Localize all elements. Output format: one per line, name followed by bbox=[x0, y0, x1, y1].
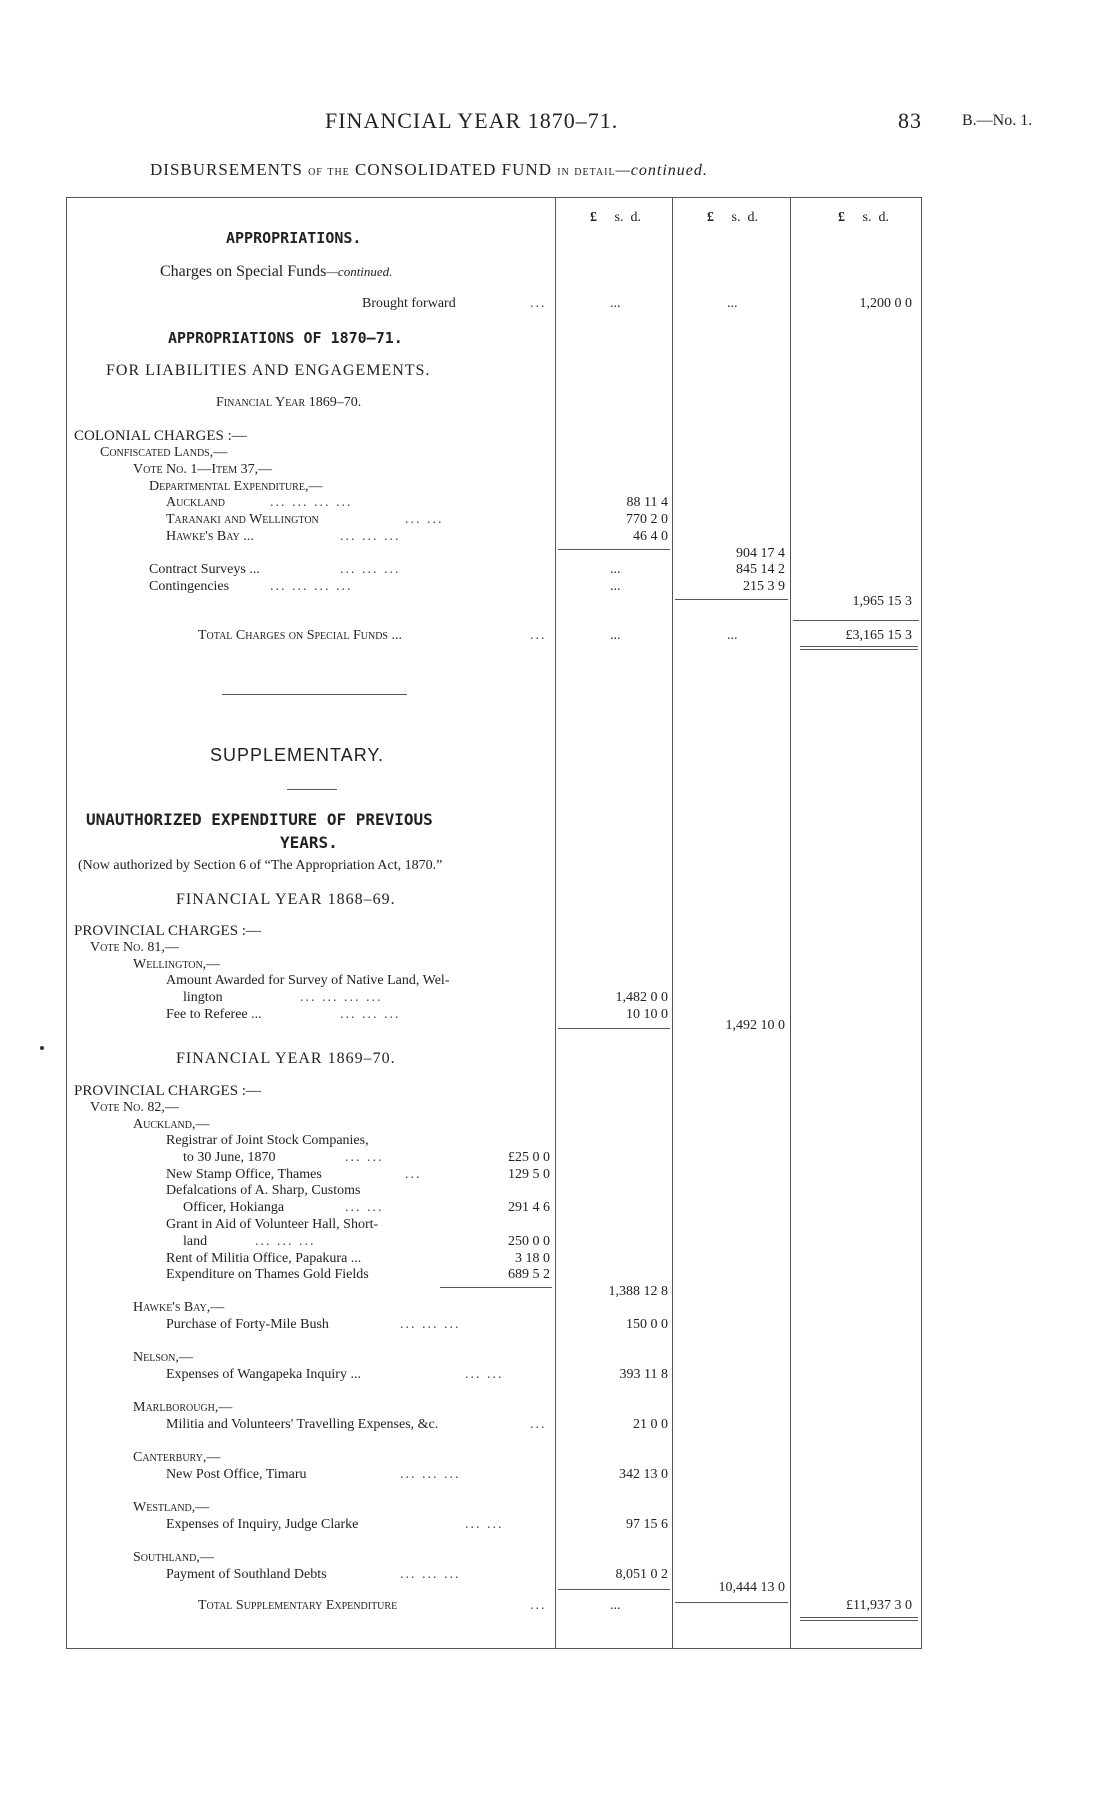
table-bottom-border bbox=[66, 1648, 922, 1649]
line-item-label: Registrar of Joint Stock Companies, bbox=[166, 1133, 369, 1148]
column-header bbox=[838, 210, 889, 226]
section-heading: APPROPRIATIONS OF 1870–71. bbox=[168, 329, 403, 347]
line-item-label: Amount Awarded for Survey of Native Land, Wel- bbox=[166, 973, 450, 988]
column-divider bbox=[790, 197, 791, 1648]
leader-dots: ... ... ... bbox=[400, 1467, 461, 1482]
page-number: 83 bbox=[898, 108, 922, 133]
pence-symbol: d. bbox=[747, 210, 758, 225]
leader-dots: ... ... bbox=[465, 1517, 504, 1532]
vote-label: Vote No. 1—Item 37,— bbox=[133, 462, 273, 477]
pound-symbol: £ bbox=[838, 210, 845, 225]
subtotal-amount: 10,444 13 0 bbox=[718, 1580, 785, 1595]
line-item-amount: 150 0 0 bbox=[626, 1317, 668, 1332]
subcategory-label: Wellington,— bbox=[133, 957, 221, 972]
subcategory-label: Westland,— bbox=[133, 1500, 210, 1515]
category-heading: PROVINCIAL CHARGES :— bbox=[74, 923, 261, 939]
margin-mark bbox=[40, 1046, 44, 1050]
line-item-amount: 88 11 4 bbox=[626, 495, 668, 510]
brought-forward-label: Brought forward bbox=[362, 296, 456, 311]
line-item-label: Militia and Volunteers' Travelling Expenses, &c. bbox=[166, 1417, 439, 1432]
total-col1: ... bbox=[610, 1598, 621, 1613]
page-subtitle bbox=[150, 160, 708, 180]
line-item-amount: 21 0 0 bbox=[633, 1417, 668, 1432]
subtotal-rule bbox=[675, 599, 788, 600]
leader-dots: ... bbox=[530, 296, 547, 311]
subtitle-part: in detail bbox=[557, 164, 616, 179]
line-item-amount: 8,051 0 2 bbox=[615, 1567, 668, 1582]
subcategory-label: Departmental Expenditure,— bbox=[149, 479, 323, 494]
leader-dots: ... ... ... bbox=[400, 1567, 461, 1582]
line-item-amount: 3 18 0 bbox=[515, 1251, 550, 1266]
table-top-border bbox=[66, 197, 922, 198]
authorization-note: (Now authorized by Section 6 of “The Appropriation Act, 1870.” bbox=[78, 858, 443, 873]
document-reference: B.—No. 1. bbox=[962, 112, 1033, 129]
line-item-label: Payment of Southland Debts bbox=[166, 1567, 327, 1582]
category-heading: PROVINCIAL CHARGES :— bbox=[74, 1083, 261, 1099]
line-item-label: Hawke's Bay ... bbox=[166, 529, 254, 544]
line-item-label: Auckland bbox=[166, 495, 225, 510]
subcategory-label: Confiscated Lands,— bbox=[100, 445, 228, 460]
line-item-amount: 393 11 8 bbox=[619, 1367, 668, 1382]
section-heading: APPROPRIATIONS. bbox=[226, 229, 362, 247]
total-col2: ... bbox=[727, 628, 738, 643]
line-item-amount: 46 4 0 bbox=[633, 529, 668, 544]
line-item-amount: 97 15 6 bbox=[626, 1517, 668, 1532]
vote-label: Vote No. 81,— bbox=[90, 940, 179, 955]
leader-dots: ... bbox=[530, 1598, 547, 1613]
total-col1: ... bbox=[610, 628, 621, 643]
total-amount: £3,165 15 3 bbox=[845, 628, 912, 643]
financial-year-heading: FINANCIAL YEAR 1869–70. bbox=[176, 1050, 396, 1067]
leader-dots: ... bbox=[405, 1167, 422, 1182]
pound-symbol: £ bbox=[590, 210, 597, 225]
subtotal-amount: 1,492 10 0 bbox=[725, 1018, 785, 1033]
line-item-amount: £25 0 0 bbox=[508, 1150, 550, 1165]
total-rule bbox=[675, 1602, 788, 1603]
line-item-label: Fee to Referee ... bbox=[166, 1007, 262, 1022]
category-heading: COLONIAL CHARGES :— bbox=[74, 428, 247, 444]
subtotal-rule bbox=[558, 549, 670, 550]
leader-dots: ... ... ... bbox=[340, 1007, 401, 1022]
line-item-amount: 129 5 0 bbox=[508, 1167, 550, 1182]
subtotal-rule bbox=[440, 1287, 552, 1288]
shillings-symbol: s. bbox=[731, 210, 741, 225]
financial-year-label: Financial Year 1869–70. bbox=[216, 395, 362, 410]
subtotal-rule bbox=[558, 1589, 670, 1590]
financial-year-heading: FINANCIAL YEAR 1868–69. bbox=[176, 891, 396, 908]
leader-dots: ... ... ... bbox=[255, 1234, 316, 1249]
line-item-label: Expenses of Inquiry, Judge Clarke bbox=[166, 1517, 359, 1532]
column-header bbox=[590, 210, 641, 226]
total-double-rule bbox=[800, 649, 918, 650]
line-item-col1: ... bbox=[610, 562, 621, 577]
section-heading: FOR LIABILITIES AND ENGAGEMENTS. bbox=[106, 362, 431, 379]
table-right-border bbox=[921, 197, 922, 1648]
section-heading: UNAUTHORIZED EXPENDITURE OF PREVIOUS bbox=[86, 810, 433, 829]
subtotal-amount: 1,965 15 3 bbox=[852, 594, 912, 609]
line-item-amount: 689 5 2 bbox=[508, 1267, 550, 1282]
subcategory-label: Hawke's Bay,— bbox=[133, 1300, 225, 1315]
subcategory-label: Nelson,— bbox=[133, 1350, 193, 1365]
line-item-label: New Post Office, Timaru bbox=[166, 1467, 307, 1482]
line-item-label: to 30 June, 1870 bbox=[183, 1150, 276, 1165]
line-item-label: Defalcations of A. Sharp, Customs bbox=[166, 1183, 361, 1198]
leader-dots: ... bbox=[530, 1417, 547, 1432]
page-title: FINANCIAL YEAR 1870–71. bbox=[325, 108, 619, 133]
column-divider bbox=[555, 197, 556, 1648]
line-item-label: Rent of Militia Office, Papakura ... bbox=[166, 1251, 362, 1266]
line-item-amount: 770 2 0 bbox=[626, 512, 668, 527]
total-rule bbox=[793, 620, 919, 621]
section-subheading bbox=[160, 263, 392, 281]
column-divider bbox=[672, 197, 673, 1648]
subheading-suffix: —continued. bbox=[326, 264, 393, 279]
subcategory-label: Canterbury,— bbox=[133, 1450, 221, 1465]
total-double-rule bbox=[800, 1620, 918, 1621]
brought-forward-col2: ... bbox=[727, 296, 738, 311]
subcategory-label: Marlborough,— bbox=[133, 1400, 233, 1415]
subcategory-label: Southland,— bbox=[133, 1550, 214, 1565]
section-divider bbox=[222, 694, 407, 695]
leader-dots: ... ... bbox=[345, 1150, 384, 1165]
subtitle-part: CONSOLIDATED FUND bbox=[355, 160, 552, 179]
leader-dots: ... ... ... ... bbox=[300, 990, 383, 1005]
line-item-label: Taranaki and Wellington bbox=[166, 512, 319, 527]
section-heading: YEARS. bbox=[280, 833, 338, 852]
line-item-label: land bbox=[183, 1234, 208, 1249]
section-heading: SUPPLEMENTARY. bbox=[210, 745, 385, 765]
total-double-rule bbox=[800, 646, 918, 647]
brought-forward-amount: 1,200 0 0 bbox=[859, 296, 912, 311]
leader-dots: ... ... ... ... bbox=[270, 579, 353, 594]
shillings-symbol: s. bbox=[862, 210, 872, 225]
line-item-amount: 215 3 9 bbox=[743, 579, 785, 594]
subtitle-part: —continued. bbox=[615, 162, 708, 179]
subtitle-part: of the bbox=[308, 164, 350, 179]
line-item-label: Contract Surveys ... bbox=[149, 562, 260, 577]
leader-dots: ... ... ... bbox=[400, 1317, 461, 1332]
shillings-symbol: s. bbox=[614, 210, 624, 225]
subtotal-amount: 1,388 12 8 bbox=[608, 1284, 668, 1299]
line-item-label: lington bbox=[183, 990, 223, 1005]
line-item-amount: 291 4 6 bbox=[508, 1200, 550, 1215]
line-item-label: Expenses of Wangapeka Inquiry ... bbox=[166, 1367, 361, 1382]
leader-dots: ... ... ... bbox=[340, 562, 401, 577]
section-divider bbox=[287, 789, 337, 790]
vote-label: Vote No. 82,— bbox=[90, 1100, 179, 1115]
subheading-text: Charges on Special Funds bbox=[160, 263, 327, 280]
column-header bbox=[707, 210, 758, 226]
leader-dots: ... ... bbox=[405, 512, 444, 527]
line-item-amount: 10 10 0 bbox=[626, 1007, 668, 1022]
line-item-label: New Stamp Office, Thames bbox=[166, 1167, 322, 1182]
subtitle-part: DISBURSEMENTS bbox=[150, 160, 303, 179]
line-item-amount: 342 13 0 bbox=[619, 1467, 668, 1482]
total-amount: £11,937 3 0 bbox=[846, 1598, 912, 1613]
line-item-label: Officer, Hokianga bbox=[183, 1200, 285, 1215]
line-item-label: Contingencies bbox=[149, 579, 230, 594]
subcategory-label: Auckland,— bbox=[133, 1117, 210, 1132]
line-item-amount: 250 0 0 bbox=[508, 1234, 550, 1249]
total-label: Total Supplementary Expenditure bbox=[198, 1598, 398, 1613]
total-double-rule bbox=[800, 1617, 918, 1618]
line-item-col1: ... bbox=[610, 579, 621, 594]
leader-dots: ... ... bbox=[465, 1367, 504, 1382]
line-item-amount: 845 14 2 bbox=[736, 562, 785, 577]
leader-dots: ... ... ... bbox=[340, 529, 401, 544]
leader-dots: ... bbox=[530, 628, 547, 643]
pence-symbol: d. bbox=[878, 210, 889, 225]
leader-dots: ... ... ... ... bbox=[270, 495, 353, 510]
line-item-label: Purchase of Forty-Mile Bush bbox=[166, 1317, 329, 1332]
line-item-label: Grant in Aid of Volunteer Hall, Short- bbox=[166, 1217, 379, 1232]
pence-symbol: d. bbox=[630, 210, 641, 225]
leader-dots: ... ... bbox=[345, 1200, 384, 1215]
subtotal-amount: 904 17 4 bbox=[736, 546, 785, 561]
line-item-amount: 1,482 0 0 bbox=[615, 990, 668, 1005]
pound-symbol: £ bbox=[707, 210, 714, 225]
line-item-label: Expenditure on Thames Gold Fields bbox=[166, 1267, 369, 1282]
table-left-border bbox=[66, 197, 67, 1648]
total-label: Total Charges on Special Funds ... bbox=[198, 628, 402, 643]
brought-forward-col1: ... bbox=[610, 296, 621, 311]
subtotal-rule bbox=[558, 1028, 670, 1029]
